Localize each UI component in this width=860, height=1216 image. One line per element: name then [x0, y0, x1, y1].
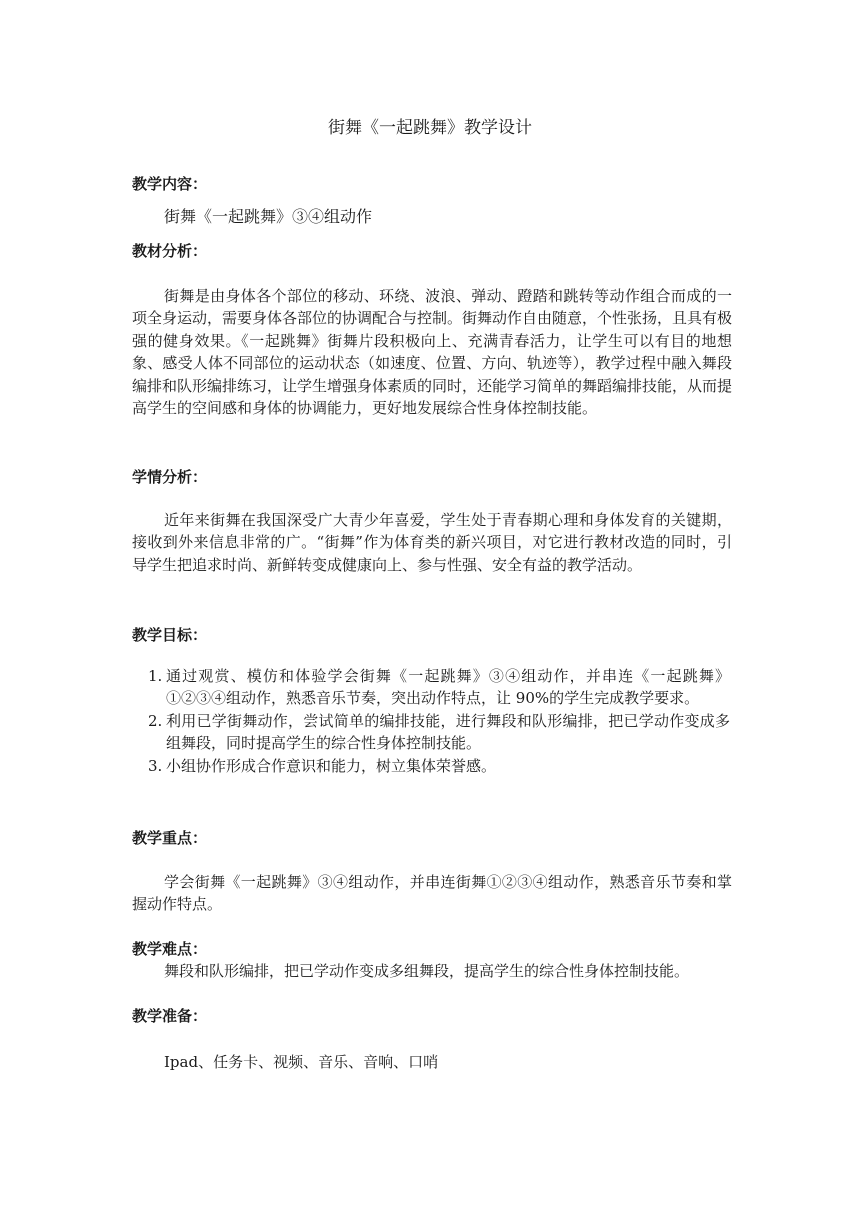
goal-item-3 — [148, 755, 730, 777]
prep-heading: 教学准备： — [132, 1007, 208, 1025]
material-paragraph: 街舞是由身体各个部位的移动、环绕、波浪、弹动、蹬踏和跳转等动作组合而成的一项全身运动，需要身体各部位的协调配合与控制。街舞动作自由随意，个性张扬，且具有极强的健身效果。《一起跳舞》街舞片段积极向上、充满青春活力，让学生可以有目的地想象、感受人体不同部位的运动状态（如速度、位置、方向、轨迹等），教学过程中融入舞段编排和队形编排练习，让学生增强身体素质的同时，还能学习简单的舞蹈编排技能，从而提高学生的空间感和身体的协调能力，更好地发展综合性身体控制技能。 — [132, 287, 733, 418]
document-title: 街舞《一起跳舞》教学设计 — [328, 118, 532, 138]
goal-text: 小组协作形成合作意识和能力，树立集体荣誉感。 — [166, 756, 497, 775]
key-paragraph: 学会街舞《一起跳舞》③④组动作，并串连街舞①②③④组动作，熟悉音乐节奏和掌握动作特点。 — [132, 873, 732, 914]
goals-heading: 教学目标： — [132, 626, 208, 644]
goal-item-1 — [148, 665, 730, 710]
goal-text: 利用已学街舞动作，尝试简单的编排技能，进行舞段和队形编排，把已学动作变成多组舞段，同时提高学生的综合性身体控制技能。 — [166, 711, 730, 753]
difficulty-paragraph: 舞段和队形编排，把已学动作变成多组舞段，提高学生的综合性身体控制技能。 — [164, 962, 690, 980]
students-heading: 学情分析： — [132, 468, 208, 486]
goal-number: 2. — [148, 711, 163, 730]
goal-item-2 — [148, 710, 730, 755]
content-heading: 教学内容： — [132, 175, 208, 193]
prep-text: Ipad、任务卡、视频、音乐、音响、口哨 — [164, 1053, 439, 1071]
students-paragraph: 近年来街舞在我国深受广大青少年喜爱，学生处于青春期心理和身体发育的关键期，接收到外来信息非常的广。“街舞”作为体育类的新兴项目，对它进行教材改造的同时，引导学生把追求时尚、新鲜转变成健康向上、参与性强、安全有益的教学活动。 — [132, 511, 732, 574]
content-text: 街舞《一起跳舞》③④组动作 — [164, 207, 373, 226]
difficulty-heading: 教学难点： — [132, 940, 208, 958]
goal-text: 通过观赏、模仿和体验学会街舞《一起跳舞》③④组动作，并串连《一起跳舞》①②③④组动作，熟悉音乐节奏，突出动作特点，让 90%的学生完成教学要求。 — [166, 667, 730, 708]
goal-number: 1. — [148, 667, 163, 685]
key-heading: 教学重点： — [132, 829, 208, 847]
goal-number: 3. — [148, 756, 163, 775]
material-heading: 教材分析： — [132, 242, 208, 260]
goals-list — [148, 665, 730, 777]
